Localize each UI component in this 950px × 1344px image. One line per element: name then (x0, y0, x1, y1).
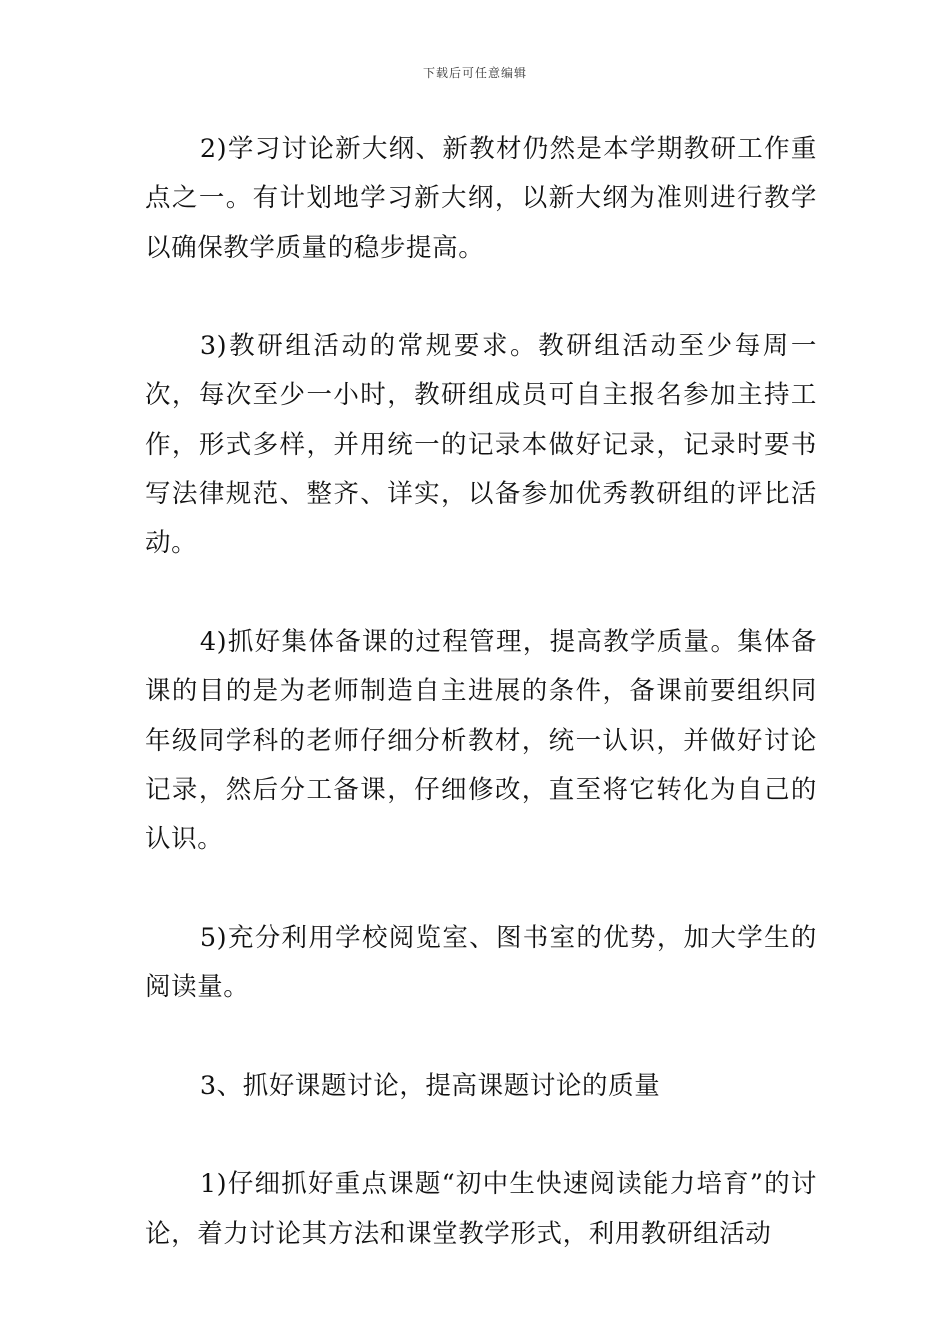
paragraph-gap (145, 1111, 817, 1160)
paragraph-gap (145, 864, 817, 913)
section-heading-3-research-topics: 3、抓好课题讨论，提高课题讨论的质量 (199, 1070, 661, 1101)
paragraph-1-key-research-topic: 1)仔细抓好重点课题“初中生快速阅读能力培育”的讨论，着力讨论其方法和课堂教学形式，利用教研组活动 (145, 1169, 817, 1249)
paragraph-gap (145, 569, 817, 618)
paragraph-3-activity-requirements: 3)教研组活动的常规要求。教研组活动至少每周一次，每次至少一小时，教研组成员可自主报名参加主持工作，形式多样，并用统一的记录本做好记录，记录时要书写法律规范、整齐、详实，以备参加优秀教研组的评比活动。 (145, 331, 817, 559)
paragraph-gap (145, 273, 817, 322)
paragraph-5-reading-room: 5)充分利用学校阅览室、图书室的优势，加大学生的阅读量。 (145, 922, 817, 1003)
paragraph-4-collective-lesson-prep: 4)抓好集体备课的过程管理，提高教学质量。集体备课的目的是为老师制造自主进展的条件，备课前要组织同年级同学科的老师仔细分析教材，统一认识，并做好讨论记录，然后分工备课，仔细修改，直至将它转化为自己的认识。 (145, 626, 817, 855)
paragraph-gap (145, 1012, 817, 1061)
paragraph-2-new-syllabus: 2)学习讨论新大纲、新教材仍然是本学期教研工作重点之一。有计划地学习新大纲，以新大纲为准则进行教学以确保教学质量的稳步提高。 (145, 134, 817, 263)
page-header-note: 下载后可任意编辑 (422, 66, 527, 80)
document-body (145, 125, 817, 1259)
